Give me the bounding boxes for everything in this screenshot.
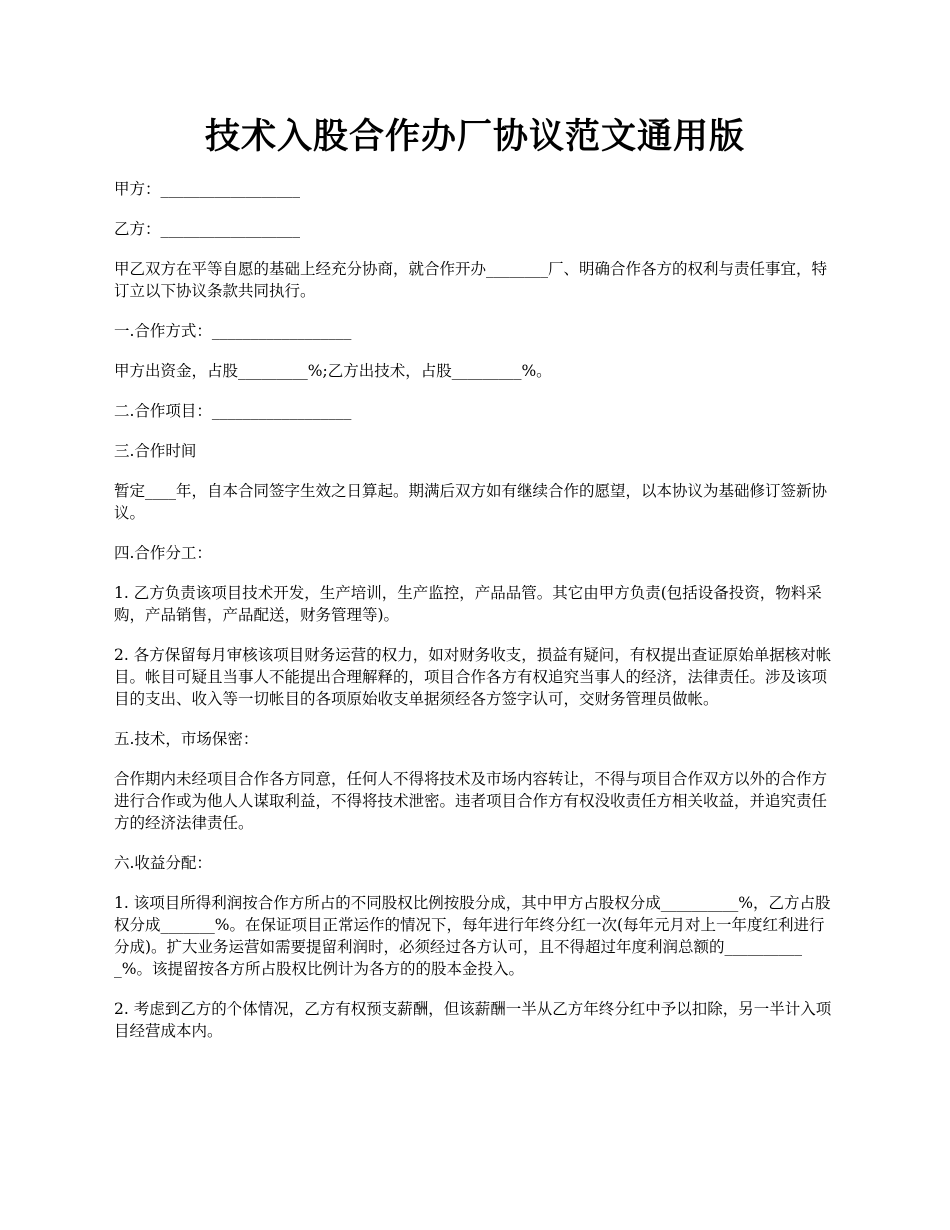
profit-item-2: 2. 考虑到乙方的个体情况，乙方有权预支薪酬，但该薪酬一半从乙方年终分红中予以扣除，另一半计入项目经营成本内。 bbox=[114, 1000, 832, 1040]
share-ratio-paragraph: 甲方出资金，占股_________%;乙方出技术，占股_________%。 bbox=[114, 362, 552, 380]
section-heading-confidentiality: 五.技术，市场保密： bbox=[114, 730, 259, 748]
confidentiality-paragraph: 合作期内未经项目合作各方同意，任何人不得将技术及市场内容转让，不得与项目合作双方以外的合作方进行合作或为他人人谋取利益，不得将技术泄密。违者项目合作方有权没收责任方相关收益，并追究责任方的经济法律责任。 bbox=[114, 770, 828, 832]
section-heading-cooperation-time: 三.合作时间 bbox=[114, 442, 197, 460]
section-heading-profit-distribution: 六.收益分配： bbox=[114, 854, 212, 872]
profit-item-1: 1. 该项目所得利润按合作方所占的不同股权比例按股分成，其中甲方占股权分成__________%，乙方占股权分成_______%。在保证项目正常运作的情况下，每年进行年终分红一次(每年元月对上一年度红利进行分成)。扩大业务运营如需要提留利润时，必须经过各方认可，且不得超过年度利润总额的___________%。该提留按各方所占股权比例计为各方的的股本金投入。 bbox=[114, 894, 831, 978]
document-title: 技术入股合作办厂协议范文通用版 bbox=[204, 117, 745, 157]
division-item-2: 2. 各方保留每月审核该项目财务运营的权力，如对财务收支，损益有疑问，有权提出查证原始单据核对帐目。帐目可疑且当事人不能提出合理解释的，项目合作各方有权追究当事人的经济，法律责任。涉及该项目的支出、收入等一切帐目的各项原始收支单据须经各方签字认可，交财务管理员做帐。 bbox=[114, 646, 832, 708]
section-heading-division-of-labor: 四.合作分工： bbox=[114, 544, 212, 562]
party-a-line: 甲方：__________________ bbox=[114, 180, 301, 198]
term-paragraph: 暂定____年，自本合同签字生效之日算起。期满后双方如有继续合作的愿望，以本协议为基础修订签新协议。 bbox=[114, 482, 828, 522]
intro-paragraph: 甲乙双方在平等自愿的基础上经充分协商，就合作开办________厂、明确合作各方的权利与责任事宜，特订立以下协议条款共同执行。 bbox=[114, 260, 828, 300]
party-b-line: 乙方：__________________ bbox=[114, 220, 301, 238]
section-heading-cooperation-method: 一.合作方式：__________________ bbox=[114, 322, 352, 340]
document-body bbox=[114, 178, 840, 1060]
section-heading-cooperation-project: 二.合作项目：__________________ bbox=[114, 402, 352, 420]
division-item-1: 1. 乙方负责该项目技术开发，生产培训，生产监控，产品品管。其它由甲方负责(包括设备投资，物料采购，产品销售，产品配送，财务管理等)。 bbox=[114, 584, 822, 624]
